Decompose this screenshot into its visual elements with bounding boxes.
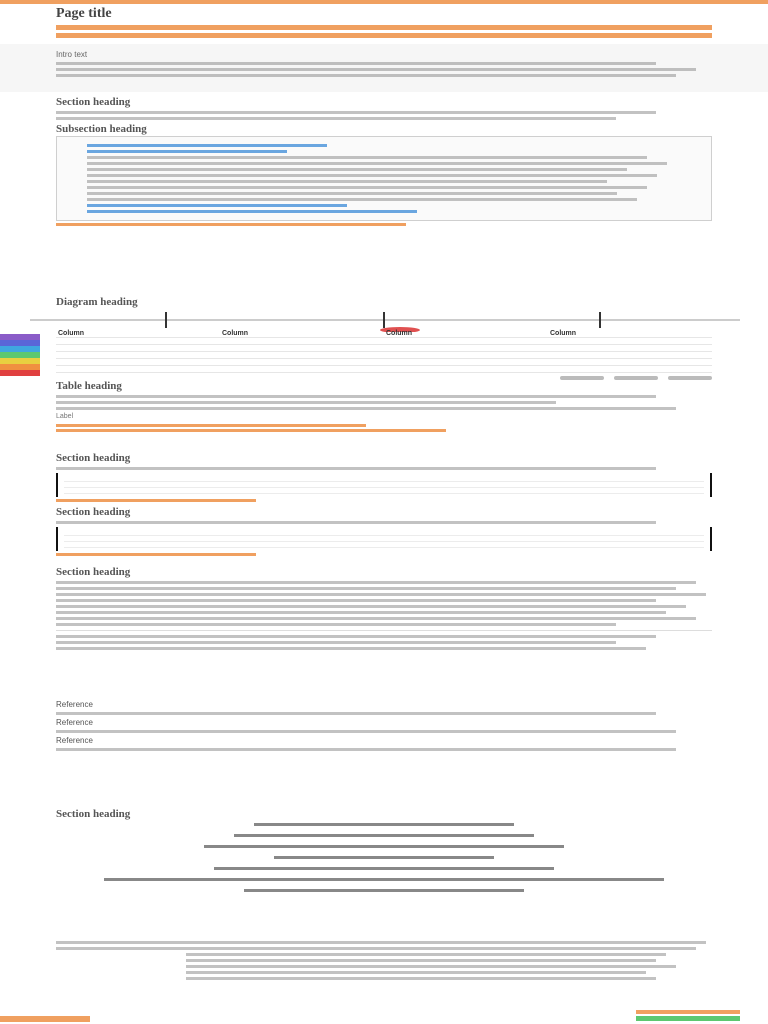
accent-line <box>56 553 256 556</box>
info-card <box>56 136 712 226</box>
accent-line <box>56 429 446 432</box>
footer-accent <box>636 1010 740 1014</box>
section-code-2 <box>56 506 712 556</box>
section-heading: Section heading <box>56 96 131 108</box>
accent-line <box>56 223 406 226</box>
control-pill[interactable] <box>614 376 658 380</box>
accent-line <box>56 424 366 427</box>
data-table-section <box>56 330 712 432</box>
data-table <box>56 330 712 373</box>
card-links-bottom[interactable] <box>87 204 681 213</box>
section-code-1 <box>56 452 712 502</box>
code-box <box>56 527 712 551</box>
bottom-section <box>56 938 712 983</box>
page-title: Page title <box>56 6 112 21</box>
section-1 <box>56 96 712 135</box>
table-row <box>56 359 712 366</box>
table-row <box>56 366 712 373</box>
footer-accent <box>636 1016 740 1021</box>
section-heading: Section heading <box>56 808 131 820</box>
references <box>56 700 712 754</box>
table-header: Column <box>220 330 384 338</box>
card-links[interactable] <box>87 144 681 153</box>
diagram-graphic <box>30 308 740 332</box>
card-body <box>56 136 712 221</box>
intro-summary: Intro text <box>56 50 88 59</box>
code-box <box>56 473 712 497</box>
article-section <box>56 566 712 653</box>
intro-box <box>0 44 768 92</box>
top-accent-bar <box>0 0 768 4</box>
diagram-heading: Diagram heading <box>56 296 138 308</box>
centered-section <box>56 808 712 897</box>
centered-text <box>56 820 712 897</box>
section-heading: Section heading <box>56 452 131 464</box>
page-header <box>56 6 712 42</box>
table-header: Column <box>548 330 712 338</box>
control-pill[interactable] <box>668 376 712 380</box>
table-row <box>56 352 712 359</box>
small-label: Label <box>56 413 74 420</box>
control-pill[interactable] <box>560 376 604 380</box>
subsection-heading: Subsection heading <box>56 123 147 135</box>
reference-item[interactable]: Reference <box>56 736 93 745</box>
section-heading: Section heading <box>56 506 131 518</box>
swatch <box>0 370 40 376</box>
diagram <box>30 296 740 330</box>
section-heading: Section heading <box>56 566 131 578</box>
color-swatches <box>0 334 40 376</box>
table-header: Column <box>384 330 548 338</box>
header-accent-bars <box>56 25 712 38</box>
table-heading: Table heading <box>56 380 122 392</box>
table-row <box>56 345 712 352</box>
table-header: Column <box>56 330 220 338</box>
reference-item[interactable]: Reference <box>56 700 93 709</box>
footer-accent <box>0 1016 90 1022</box>
reference-item[interactable]: Reference <box>56 718 93 727</box>
accent-line <box>56 499 256 502</box>
table-row <box>56 338 712 345</box>
